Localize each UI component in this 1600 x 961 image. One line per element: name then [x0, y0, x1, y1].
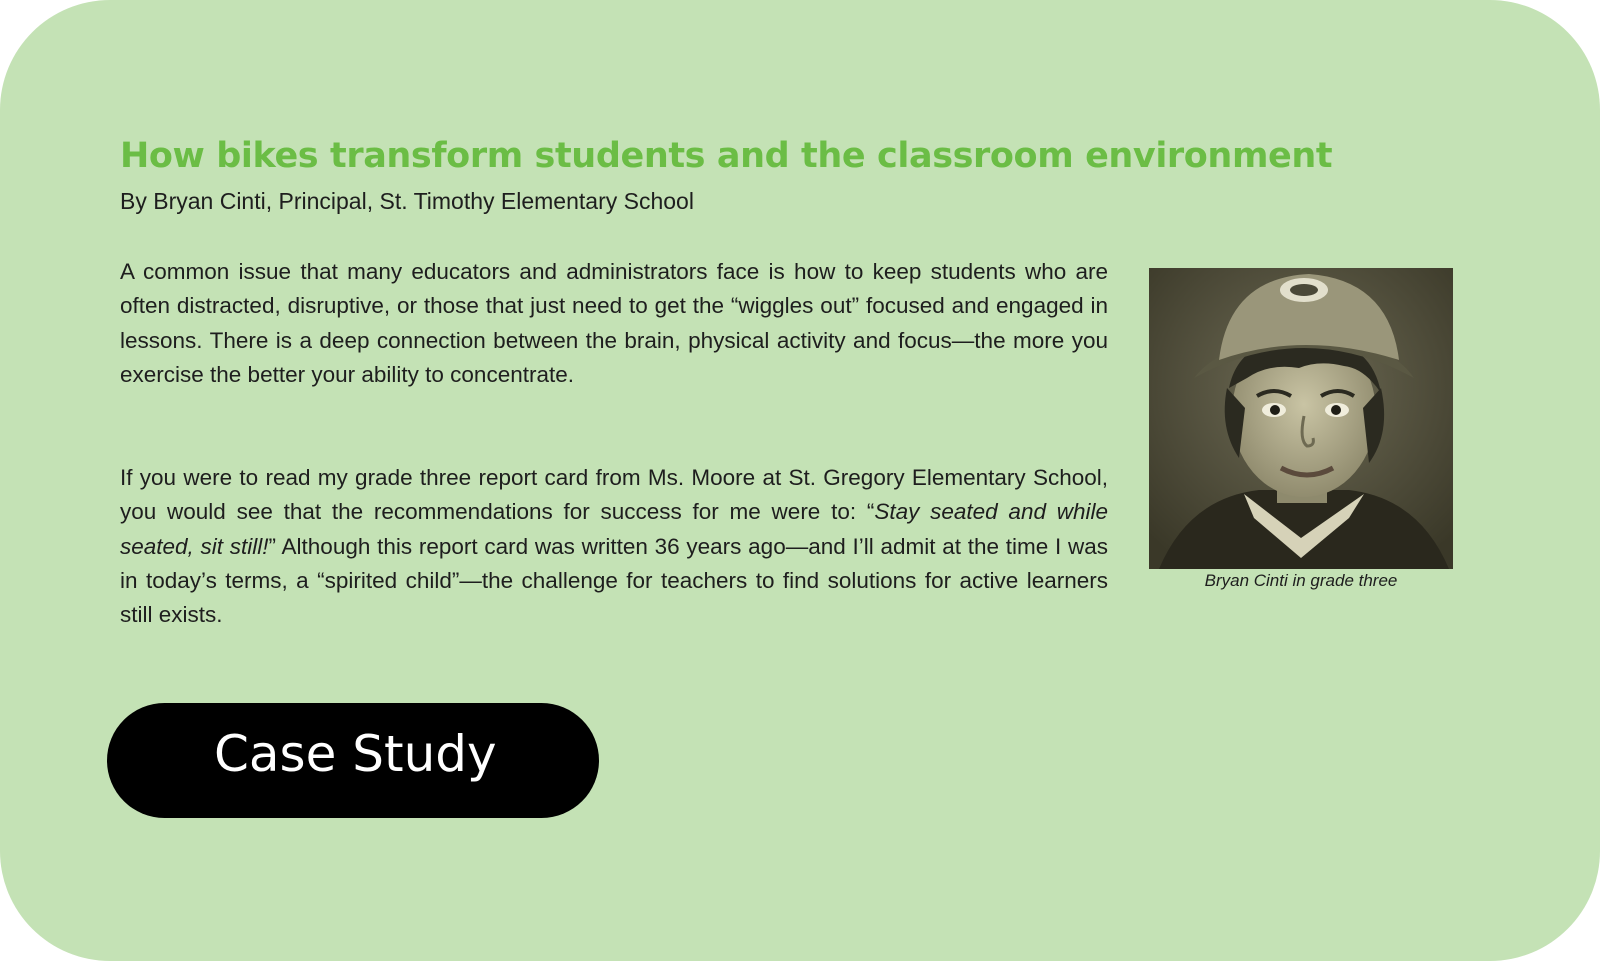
- article-title: How bikes transform students and the classroom environment: [120, 136, 1333, 176]
- paragraph-2-end: ” Although this report card was written 36 years ago—and I’ll admit at the time I was in today’s terms, a “spirited child”—the challenge for teachers to find solutions for active learners still exists.: [120, 533, 1108, 628]
- article-paragraph-1: A common issue that many educators and administrators face is how to keep students who are often distracted, disruptive, or those that just need to get the “wiggles out” focused and engaged in lessons. There is a deep connection between the brain, physical activity and focus—the more you exercise the better your ability to concentrate.: [120, 259, 1108, 387]
- article-paragraph-2: [120, 461, 1108, 632]
- case-study-button[interactable]: [107, 703, 599, 818]
- article-byline: By Bryan Cinti, Principal, St. Timothy Elementary School: [120, 188, 694, 214]
- photo-caption: Bryan Cinti in grade three: [1204, 571, 1398, 590]
- report-card-quote: Stay seated and while seated, sit still!: [120, 499, 1108, 559]
- case-study-button-label: Case Study: [214, 725, 497, 783]
- paragraph-2-start: If you were to read my grade three report card from Ms. Moore at St. Gregory Elementary School, you would see that the recommendations for success for me were to: “: [120, 465, 1108, 525]
- author-childhood-photo: [1149, 268, 1453, 569]
